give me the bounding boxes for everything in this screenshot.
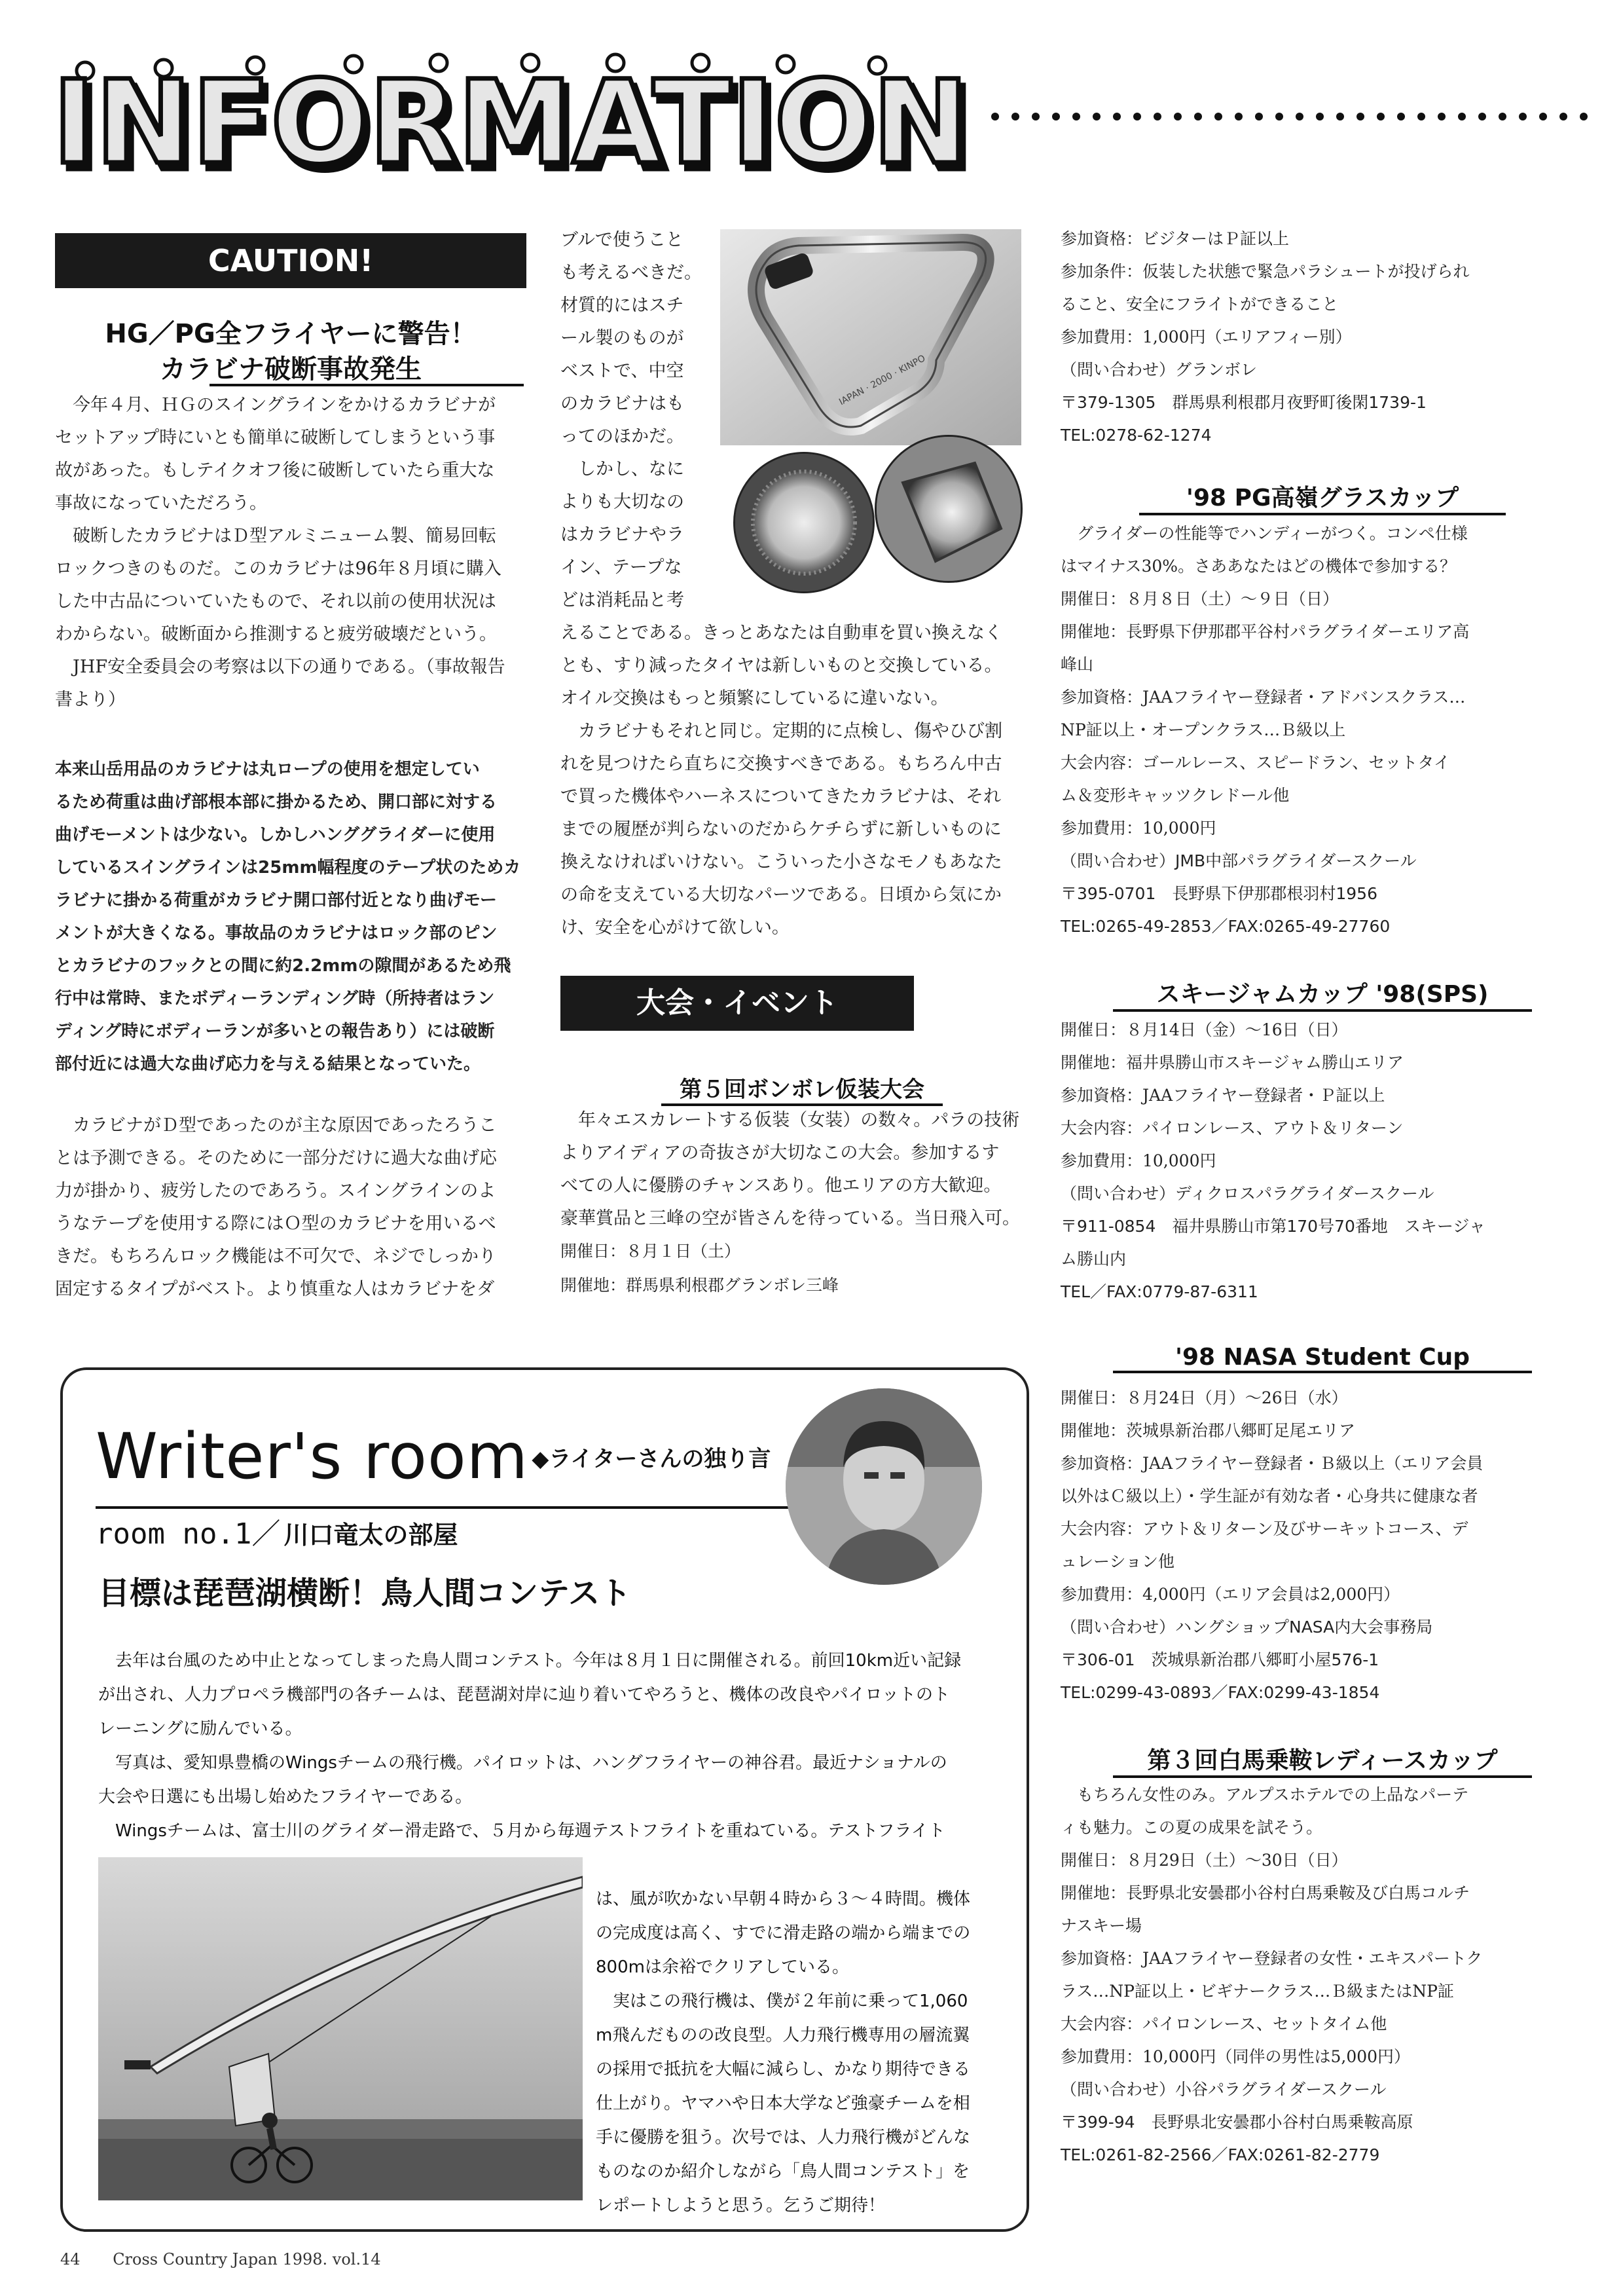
text-line: ものなのか紹介しながら「鳥人間コンテスト」を <box>596 2162 970 2181</box>
text-line: よりも大切なの <box>560 492 684 512</box>
text-line: メントが大きくなる。事故品のカラビナはロック部のピン <box>55 923 498 943</box>
info-line: TEL:0299-43-0893／FAX:0299-43-1854 <box>1061 1683 1380 1702</box>
text-line: れを見つけたら直ちに交換すべきである。もちろん中古 <box>560 754 1002 774</box>
text-line: イン、テープな <box>560 557 682 578</box>
info-line: TEL:0265-49-2853／FAX:0265-49-27760 <box>1061 917 1391 936</box>
text-line: は、風が吹かない早朝４時から３～４時間。機体 <box>596 1889 971 1909</box>
text-line: しかし、なに <box>560 459 684 479</box>
text-line: 故があった。もしテイクオフ後に破断していたら重大な <box>55 460 495 481</box>
info-line: （問い合わせ）小谷パラグライダースクール <box>1061 2080 1387 2099</box>
info-line: ラス…NP証以上・ビギナークラス…Ｂ級またはNP証 <box>1061 1982 1454 2001</box>
writers-room-logo: Writer's room <box>96 1420 529 1493</box>
text-line: 800mは余裕でクリアしている。 <box>596 1957 849 1977</box>
info-line: 〒399-94 長野県北安曇郡小谷村白馬乗鞍高原 <box>1061 2113 1413 2132</box>
info-line: 大会内容：ゴールレース、スピードラン、セットタイ <box>1061 753 1450 772</box>
text-line: セットアップ時にいとも簡単に破断してしまうという事 <box>55 428 496 448</box>
text-line: ってのほかだ。 <box>560 426 684 447</box>
info-line: TEL:0261-82-2566／FAX:0261-82-2779 <box>1061 2145 1380 2164</box>
writers-room-body <box>596 1882 1002 2223</box>
text-line: よりアイディアの奇抜さが大切なこの大会。参加するす <box>560 1143 1000 1163</box>
info-line: 参加資格：ビジターはＰ証以上 <box>1061 229 1290 248</box>
info-line: 〒911-0854 福井県勝山市第170号70番地 スキージャ <box>1061 1217 1485 1236</box>
writers-room-subtitle: ◆ライターさんの独り言 <box>532 1446 771 1472</box>
writers-room-intro <box>98 1644 1015 1848</box>
info-line: 参加費用：10,000円（同伴の男性は5,000円） <box>1061 2047 1411 2066</box>
skijam-details <box>1061 1014 1584 1308</box>
text-line: 破断したカラビナはＤ型アルミニューム製、簡易回転 <box>73 526 496 546</box>
skijam-title: スキージャムカップ '98(SPS) <box>1113 976 1532 1012</box>
info-line: ム勝山内 <box>1061 1250 1127 1268</box>
text-line: わからない。破断面から推測すると疲労破壊だという。 <box>55 624 497 644</box>
fracture-closeup-1 <box>733 452 875 593</box>
nasa-details <box>1061 1382 1584 1709</box>
text-line: 力が掛かり、疲労したのであろう。スイングラインのよ <box>55 1181 496 1201</box>
text-line: 今年４月、ＨＧのスイングラインをかけるカラビナが <box>73 395 496 415</box>
text-line: カラビナもそれと同じ。定期的に点検し、傷やひび割 <box>578 721 1002 741</box>
text-line: 材質的にはスチ <box>560 295 684 316</box>
info-line: 〒395-0701 長野県下伊那郡根羽村1956 <box>1061 884 1377 903</box>
info-line: TEL:0278-62-1274 <box>1061 426 1212 445</box>
text-line: JHF安全委員会の考察は以下の通りである。（事故報告 <box>73 657 505 677</box>
caution-body-conclusion <box>55 1109 526 1306</box>
info-line: 開催地：長野県北安曇郡小谷村白馬乗鞍及び白馬コルチ <box>1061 1883 1470 1902</box>
text-line: までの履歴が判らないのだからケチらずに新しいものに <box>560 819 1002 840</box>
writers-room-headline: 目標は琵琶湖横断！鳥人間コンテスト <box>98 1575 632 1612</box>
text-line: えることである。きっとあなたは自動車を買い換えなく <box>560 623 1002 643</box>
text-line: どは消耗品と考 <box>560 590 684 610</box>
header-dotted-rule <box>989 110 1597 123</box>
info-line: ィも魅力。この夏の成果を試そう。 <box>1061 1818 1323 1837</box>
text-line: はカラビナやラ <box>560 525 684 545</box>
info-line: 開催日：８月24日（月）～26日（水） <box>1061 1388 1348 1407</box>
info-line: TEL／FAX:0779-87-6311 <box>1061 1282 1258 1301</box>
text-line: け、安全を心がけて欲しい。 <box>560 917 790 938</box>
nasa-title: '98 NASA Student Cup <box>1113 1344 1532 1373</box>
info-line: 大会内容：パイロンレース、アウト＆リターン <box>1061 1119 1404 1138</box>
info-line: 開催日：８月８日（土）～９日（日） <box>1061 589 1339 608</box>
text-line: べての人に優勝のチャンスあり。他エリアの方大歓迎。 <box>560 1176 1002 1196</box>
text-line: レポートしようと思う。乞うご期待！ <box>596 2196 886 2215</box>
room-number-line <box>96 1510 458 1552</box>
headline-underline <box>209 384 524 386</box>
info-line: もちろん女性のみ。アルプスホテルでの上品なパーテ <box>1077 1785 1469 1804</box>
info-line: 開催地：福井県勝山市スキージャム勝山エリア <box>1061 1053 1404 1072</box>
text-line: 年々エスカレートする仮装（女装）の数々。パラの技術 <box>578 1110 1020 1130</box>
human-powered-aircraft-photo <box>98 1857 583 2200</box>
hakuba-title: 第３回白馬乗鞍レディースカップ <box>1113 1742 1532 1778</box>
caution-subheadline: カラビナ破断事故発生 <box>160 354 422 384</box>
header-title-text: INFORMATION <box>52 56 969 176</box>
magazine-issue: Cross Country Japan 1998. vol.14 <box>113 2250 381 2268</box>
text-line: うなテープを使用する際にはＯ型のカラビナを用いるべ <box>55 1213 496 1234</box>
information-title-logo <box>46 45 989 176</box>
info-line: 開催地：長野県下伊那郡平谷村パラグライダーエリア高 <box>1061 622 1470 641</box>
caution-banner: CAUTION! <box>55 233 526 288</box>
bombore-place: 開催地：群馬県利根郡グランボレ三峰 <box>560 1276 839 1295</box>
info-line: ること、安全にフライトができること <box>1061 295 1339 314</box>
text-line: 去年は台風のため中止となってしまった鳥人間コンテスト。今年は８月１日に開催される。前回10km近い記録 <box>115 1651 962 1671</box>
text-line: とも、すり減ったタイヤは新しいものと交換している。 <box>560 656 1002 676</box>
text-line: 固定するタイプがベスト。より慎重な人はカラビナをダ <box>55 1279 495 1299</box>
text-line: 事故になっていただろう。 <box>55 493 267 513</box>
info-line: はマイナス30%。さああなたはどの機体で参加する？ <box>1061 557 1457 576</box>
info-line: ム＆変形キャッツクレドール他 <box>1061 786 1290 805</box>
text-line: 仕上がり。ヤマハや日本大学など強豪チームを相 <box>596 2094 970 2113</box>
writers-room-header <box>96 1420 771 1493</box>
info-line: 参加資格：JAAフライヤー登録者の女性・エキスパートク <box>1061 1949 1483 1968</box>
caution-body-col2 <box>560 617 1032 944</box>
text-line: ブルで使うこと <box>560 230 683 250</box>
info-line: ナスキー場 <box>1061 1916 1142 1935</box>
info-line: グライダーの性能等でハンディーがつく。コンペ仕様 <box>1077 524 1468 543</box>
text-line: とカラビナのフックとの間に約2.2mmの隙間があるため飛 <box>55 956 511 976</box>
text-line: ディング時にボディーランが多いとの報告あり）には破断 <box>55 1022 495 1041</box>
fracture-closeup-2 <box>875 435 1023 583</box>
writers-room-rule <box>96 1506 790 1509</box>
text-line: 書より） <box>55 690 126 710</box>
caution-body-continued <box>560 224 718 617</box>
info-line: 参加費用：4,000円（エリア会員は2,000円） <box>1061 1585 1400 1604</box>
text-line: ベストで、中空 <box>560 361 684 381</box>
writer-portrait <box>786 1388 982 1585</box>
info-line: 大会内容：パイロンレース、セットタイム他 <box>1061 2014 1387 2033</box>
info-line: 開催地：茨城県新治郡八郷町足尾エリア <box>1061 1421 1356 1440</box>
text-line: ロックつきのものだ。このカラビナは96年８月頃に購入 <box>55 559 501 579</box>
text-line: 換えなければいけない。こういった小さなモノもあなた <box>560 852 1002 872</box>
info-line: （問い合わせ）ハングショップNASA内大会事務局 <box>1061 1618 1433 1637</box>
caution-headline: HG／PG全フライヤーに警告！ <box>105 319 477 349</box>
info-line: NP証以上・オープンクラス…Ｂ級以上 <box>1061 720 1346 739</box>
text-line: Wingsチームは、富士川のグライダー滑走路で、５月から毎週テストフライトを重ねている。テストフライト <box>115 1821 945 1841</box>
info-line: 参加費用：10,000円 <box>1061 819 1216 838</box>
text-line: 豪華賞品と三峰の空が皆さんを待っている。当日飛入可。 <box>560 1208 1020 1229</box>
text-line: も考えるべきだ。 <box>560 263 702 283</box>
events-banner: 大会・イベント <box>560 976 914 1031</box>
text-line: 曲げモーメントは少ない。しかしハンググライダーに使用 <box>55 825 496 845</box>
text-line: レーニングに励んでいる。 <box>98 1719 302 1739</box>
info-line: 参加条件：仮装した状態で緊急パラシュートが投げられ <box>1061 262 1470 281</box>
text-line: オイル交換はもっと頻繁にしているに違いない。 <box>560 688 949 709</box>
hakuba-details <box>1061 1779 1584 2172</box>
text-line: 本来山岳用品のカラビナは丸ロープの使用を想定してい <box>55 760 480 779</box>
text-line: のカラビナはも <box>560 394 684 414</box>
caution-body <box>55 389 526 716</box>
page-footer <box>60 2250 381 2268</box>
text-line: しているスイングラインは25mm幅程度のテープ状のためカ <box>55 858 521 878</box>
info-line: 参加資格：JAAフライヤー登録者・Ｂ級以上（エリア会員 <box>1061 1454 1484 1473</box>
text-line: 手に優勝を狙う。次号では、人力飛行機がどんな <box>596 2128 971 2147</box>
info-line: 開催日：８月14日（金）～16日（日） <box>1061 1020 1348 1039</box>
bombore-details <box>1061 223 1584 452</box>
info-line: 参加資格：JAAフライヤー登録者・Ｐ証以上 <box>1061 1086 1385 1105</box>
bombore-date: 開催日：８月１日（土） <box>560 1242 741 1261</box>
text-line: カラビナがＤ型であったのが主な原因であったろうこ <box>73 1115 497 1136</box>
text-line: 大会や日選にも出場し始めたフライヤーである。 <box>98 1787 473 1807</box>
info-line: 参加費用：1,000円（エリアフィー別） <box>1061 327 1352 346</box>
text-line: が出され、人力プロペラ機部門の各チームは、琵琶湖対岸に辿り着いてやろうと、機体の改良やパイロットのト <box>98 1685 951 1705</box>
info-line: 開催日：８月29日（土）～30日（日） <box>1061 1851 1348 1870</box>
info-line: ュレーション他 <box>1061 1552 1175 1571</box>
text-line: きだ。もちろんロック機能は不可欠で、ネジでしっかり <box>55 1246 496 1267</box>
info-line: 〒379-1305 群馬県利根郡月夜野町後閑1739-1 <box>1061 393 1427 412</box>
text-line: ラビナに掛かる荷重がカラビナ開口部付近となり曲げモー <box>55 891 497 910</box>
bombore-desc <box>560 1104 1032 1235</box>
info-line: 峰山 <box>1061 655 1094 674</box>
text-line: とは予測できる。そのために一部分だけに過大な曲げ応 <box>55 1148 497 1168</box>
text-line: 実はこの飛行機は、僕が２年前に乗って1,060 <box>613 1991 968 2011</box>
text-line: ール製のものが <box>560 328 684 348</box>
text-line: m飛んだものの改良型。人力飛行機専用の層流翼 <box>596 2026 970 2045</box>
room-number: room no.1／ <box>96 1517 281 1551</box>
jhf-report-quote <box>55 753 526 1081</box>
info-line: （問い合わせ）JMB中部パラグライダースクール <box>1061 851 1417 870</box>
info-line: （問い合わせ）ディクロスパラグライダースクール <box>1061 1184 1434 1203</box>
info-line: 参加資格：JAAフライヤー登録者・アドバンスクラス… <box>1061 688 1466 707</box>
room-name: 川口竜太の部屋 <box>283 1521 458 1549</box>
text-line: の完成度は高く、すでに滑走路の端から端までの <box>596 1923 971 1943</box>
carabiner-photo <box>720 229 1021 445</box>
text-line: 行中は常時、またボディーランディング時（所持者はラン <box>55 989 495 1009</box>
bombore-title: 第５回ボンボレ仮装大会 <box>661 1071 943 1106</box>
info-line: 以外はＣ級以上）・学生証が有効な者・心身共に健康な者 <box>1061 1487 1478 1506</box>
info-line: 参加費用：10,000円 <box>1061 1151 1216 1170</box>
text-line: 部付近には過大な曲げ応力を与える結果となっていた。 <box>55 1054 481 1074</box>
text-line: るため荷重は曲げ部根本部に掛かるため、開口部に対する <box>55 792 497 812</box>
page-number: 44 <box>60 2250 81 2268</box>
text-line: 写真は、愛知県豊橋のWingsチームの飛行機。パイロットは、ハングフライヤーの神谷君。最近ナショナルの <box>115 1753 947 1773</box>
text-line: した中古品についていたもので、それ以前の使用状況は <box>55 591 496 612</box>
text-line: で買った機体やハーネスについてきたカラビナは、それ <box>560 787 1002 807</box>
info-line: （問い合わせ）グランボレ <box>1061 360 1258 379</box>
text-line: の採用で抵抗を大幅に減らし、かなり期待できる <box>596 2060 971 2079</box>
info-line: 大会内容：アウト＆リターン及びサーキットコース、デ <box>1061 1519 1468 1538</box>
takamine-details <box>1061 517 1584 943</box>
info-line: 〒306-01 茨城県新治郡八郷町小屋576-1 <box>1061 1650 1379 1669</box>
takamine-title: '98 PG高嶺グラスカップ <box>1139 479 1506 515</box>
carabiner-engraving: IAPAN · 2000 · KINPO <box>837 353 928 408</box>
text-line: の命を支えている大切なパーツである。日頃から気にか <box>560 885 1002 905</box>
